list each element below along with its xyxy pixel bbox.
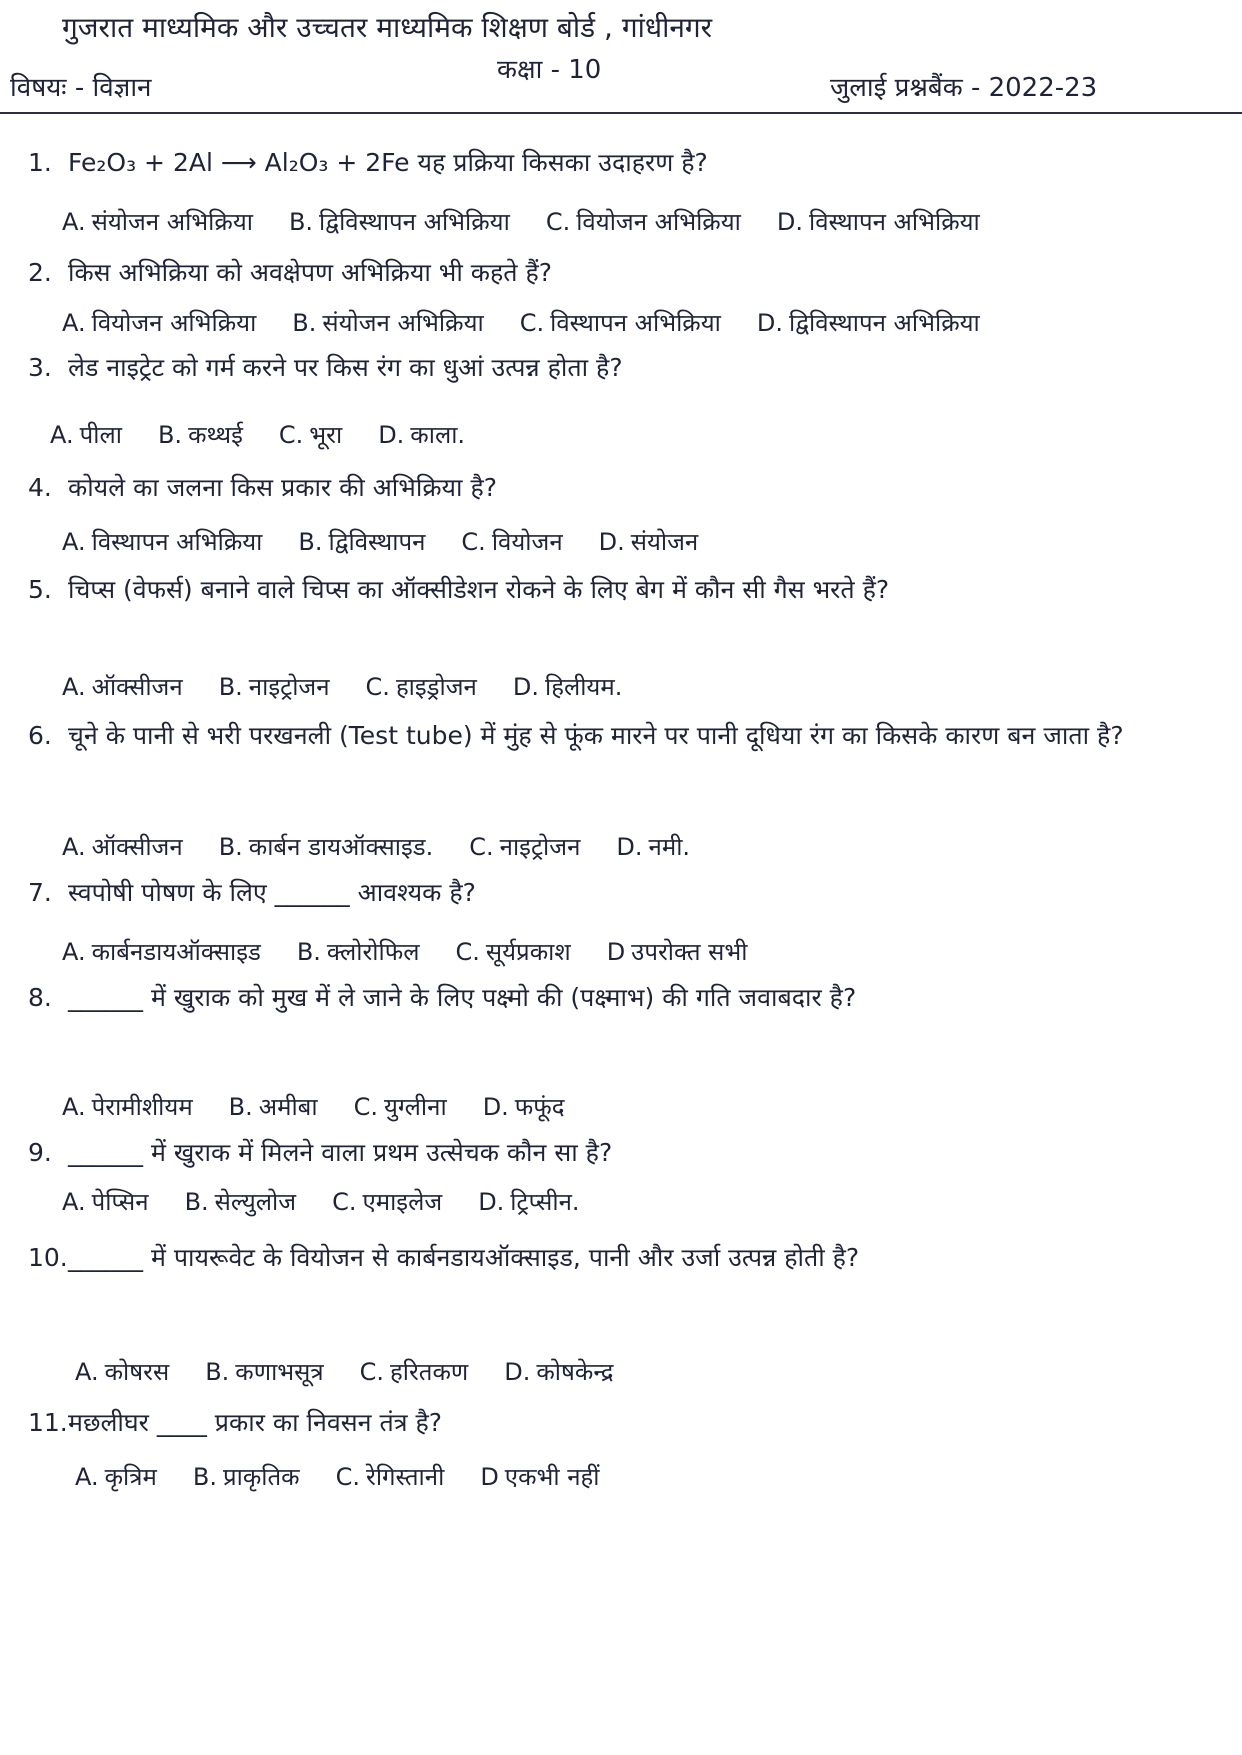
- class-label: कक्षा - 10: [497, 55, 602, 85]
- option-label: B.: [292, 309, 317, 337]
- subject-label: विषयः - विज्ञान: [10, 73, 152, 103]
- option-text: ट्रिप्सीन.: [510, 1188, 580, 1216]
- option-item: [205, 1355, 323, 1389]
- option-item: [62, 670, 183, 704]
- option-item: [62, 1185, 149, 1219]
- question-number: 11.: [28, 1408, 68, 1437]
- question-6: [28, 718, 1223, 754]
- question-number: 2.: [28, 258, 52, 287]
- option-label: C.: [353, 1093, 378, 1121]
- option-text: रेगिस्तानी: [366, 1463, 445, 1491]
- question-text: Fe₂O₃ + 2Al ⟶ Al₂O₃ + 2Fe यह प्रक्रिया किसका उदाहरण है?: [68, 148, 708, 177]
- option-label: D: [606, 938, 626, 966]
- option-text: कथ्थई: [188, 421, 243, 449]
- option-label: B.: [218, 673, 243, 701]
- options-row-5: [62, 670, 658, 704]
- option-text: एकभी नहीं: [504, 1463, 600, 1491]
- option-text: नमी.: [648, 833, 691, 861]
- option-label: D.: [482, 1093, 509, 1121]
- option-text: क्लोरोफिल: [326, 938, 420, 966]
- question-4: [28, 470, 1223, 506]
- question-10: [28, 1240, 1223, 1276]
- option-item: [461, 525, 562, 559]
- question-text: किस अभिक्रिया को अवक्षेपण अभिक्रिया भी कहते हैं?: [68, 258, 552, 287]
- option-text: हिलीयम.: [544, 673, 623, 701]
- option-item: [480, 1460, 599, 1494]
- question-3: [28, 350, 1223, 386]
- option-label: C.: [365, 673, 390, 701]
- option-item: [483, 1090, 565, 1124]
- option-item: [289, 205, 510, 239]
- option-item: [279, 418, 342, 452]
- question-number: 10.: [28, 1243, 68, 1272]
- option-item: [292, 306, 483, 340]
- option-item: [62, 830, 183, 864]
- option-text: ऑक्सीजन: [91, 833, 183, 861]
- option-label: C.: [278, 421, 304, 449]
- option-text: वियोजन: [491, 528, 563, 556]
- option-label: A.: [62, 528, 86, 556]
- options-row-6: [62, 830, 726, 864]
- option-item: [599, 525, 699, 559]
- option-label: B.: [228, 1093, 253, 1121]
- options-row-9: [62, 1185, 616, 1219]
- option-item: [62, 1090, 193, 1124]
- option-text: एमाइलेज: [362, 1188, 443, 1216]
- option-label: C.: [359, 1358, 385, 1386]
- option-label: C.: [332, 1188, 357, 1216]
- option-label: D.: [616, 833, 643, 861]
- option-label: A.: [62, 1188, 86, 1216]
- option-text: विस्थापन अभिक्रिया: [809, 208, 980, 236]
- question-text: स्वपोषी पोषण के लिए ______ आवश्यक है?: [68, 878, 476, 907]
- option-item: [62, 205, 253, 239]
- option-label: A.: [50, 421, 74, 449]
- option-label: C.: [455, 938, 480, 966]
- question-9: [28, 1135, 1223, 1171]
- option-item: [546, 205, 741, 239]
- option-item: [336, 1460, 445, 1494]
- option-text: फफूंद: [514, 1093, 565, 1121]
- option-text: कार्बन डायऑक्साइड.: [248, 833, 434, 861]
- option-item: [62, 935, 261, 969]
- question-text: चिप्स (वेफर्स) बनाने वाले चिप्स का ऑक्सीडेशन रोकने के लिए बेग में कौन सी गैस भरते हैं?: [68, 575, 890, 604]
- option-label: A.: [62, 938, 86, 966]
- option-label: D.: [378, 421, 405, 449]
- question-text: ______ में पायरूवेट के वियोजन से कार्बनडायऑक्साइड, पानी और उर्जा उत्पन्न होती है?: [68, 1243, 860, 1272]
- option-item: [75, 1460, 157, 1494]
- option-item: [332, 1185, 442, 1219]
- option-text: सेल्युलोज: [214, 1188, 297, 1216]
- question-text: चूने के पानी से भरी परखनली (Test tube) में मुंह से फूंक मारने पर पानी दूधिया रंग का किसके कारण बन जाता है?: [68, 721, 1124, 750]
- options-row-3: [50, 418, 501, 452]
- option-label: D.: [512, 673, 539, 701]
- option-label: B.: [205, 1358, 230, 1386]
- option-label: A.: [75, 1358, 99, 1386]
- option-item: [513, 670, 622, 704]
- question-5: [28, 572, 1223, 608]
- option-label: A.: [62, 1093, 86, 1121]
- option-text: पीला: [79, 421, 122, 449]
- question-number: 8.: [28, 983, 52, 1012]
- option-label: A.: [62, 208, 86, 236]
- option-text: सूर्यप्रकाश: [485, 938, 571, 966]
- paper-label: जुलाई प्रश्नबैंक - 2022-23: [830, 73, 1098, 103]
- header-divider: [0, 112, 1242, 114]
- option-text: कार्बनडायऑक्साइड: [91, 938, 261, 966]
- option-item: [62, 306, 256, 340]
- option-text: काला.: [410, 421, 466, 449]
- option-label: A.: [62, 833, 86, 861]
- option-label: B.: [296, 938, 321, 966]
- option-item: [193, 1460, 300, 1494]
- option-label: A.: [62, 309, 86, 337]
- option-text: कृत्रिम: [104, 1463, 157, 1491]
- option-item: [360, 1355, 469, 1389]
- option-label: D.: [756, 309, 783, 337]
- option-item: [158, 418, 243, 452]
- option-text: वियोजन अभिक्रिया: [91, 309, 257, 337]
- question-number: 3.: [28, 353, 52, 382]
- option-label: C.: [469, 833, 494, 861]
- option-item: [219, 830, 434, 864]
- option-label: B.: [192, 1463, 217, 1491]
- option-label: C.: [335, 1463, 360, 1491]
- option-item: [75, 1355, 169, 1389]
- question-7: [28, 875, 1223, 911]
- option-text: संयोजन अभिक्रिया: [322, 309, 484, 337]
- option-item: [520, 306, 721, 340]
- option-item: [229, 1090, 318, 1124]
- question-number: 7.: [28, 878, 52, 907]
- option-label: B.: [184, 1188, 209, 1216]
- option-text: हाइड्रोजन: [395, 673, 477, 701]
- option-item: [219, 670, 330, 704]
- question-number: 1.: [28, 148, 52, 177]
- option-text: कोषरस: [104, 1358, 170, 1386]
- option-text: विस्थापन अभिक्रिया: [91, 528, 263, 556]
- option-text: द्विविस्थापन अभिक्रिया: [788, 309, 980, 337]
- option-item: [616, 830, 690, 864]
- option-text: प्राकृतिक: [222, 1463, 300, 1491]
- option-label: C.: [461, 528, 486, 556]
- options-row-7: [62, 935, 783, 969]
- options-row-4: [62, 525, 734, 559]
- option-label: B.: [288, 208, 314, 236]
- question-text: कोयले का जलना किस प्रकार की अभिक्रिया है?: [68, 473, 497, 502]
- question-8: [28, 980, 1223, 1016]
- option-label: B.: [157, 421, 183, 449]
- question-text: ______ में खुराक में मिलने वाला प्रथम उत्सेचक कौन सा है?: [68, 1138, 613, 1167]
- option-label: A.: [75, 1463, 99, 1491]
- options-row-8: [62, 1090, 601, 1124]
- option-item: [777, 205, 980, 239]
- option-text: संयोजन: [630, 528, 699, 556]
- question-11: [28, 1405, 1223, 1441]
- options-row-2: [62, 306, 1016, 340]
- question-number: 4.: [28, 473, 52, 502]
- option-text: ऑक्सीजन: [91, 673, 183, 701]
- option-item: [378, 418, 465, 452]
- option-item: [504, 1355, 613, 1389]
- question-2: [28, 255, 1223, 291]
- options-row-11: [75, 1460, 636, 1494]
- option-text: युग्लीना: [383, 1093, 447, 1121]
- question-1: [28, 145, 1223, 181]
- option-label: D.: [598, 528, 625, 556]
- option-text: हरितकण: [390, 1358, 469, 1386]
- option-item: [757, 306, 980, 340]
- option-label: C.: [519, 309, 545, 337]
- option-item: [456, 935, 571, 969]
- option-text: कणाभसूत्र: [235, 1358, 324, 1386]
- option-text: संयोजन अभिक्रिया: [91, 208, 253, 236]
- question-text: मछलीघर ____ प्रकार का निवसन तंत्र है?: [68, 1408, 443, 1437]
- question-text: लेड नाइट्रेट को गर्म करने पर किस रंग का धुआं उत्पन्न होता है?: [68, 353, 623, 382]
- option-item: [185, 1185, 297, 1219]
- option-item: [50, 418, 122, 452]
- option-text: उपरोक्त सभी: [631, 938, 748, 966]
- option-label: C.: [545, 208, 571, 236]
- board-title: गुजरात माध्यमिक और उच्चतर माध्यमिक शिक्षण बोर्ड , गांधीनगर: [62, 11, 713, 44]
- option-label: D.: [478, 1188, 505, 1216]
- question-text: ______ में खुराक को मुख में ले जाने के लिए पक्ष्मो की (पक्ष्माभ) की गति जवाबदार है?: [68, 983, 857, 1012]
- option-label: D.: [776, 208, 803, 236]
- option-label: D: [480, 1463, 499, 1491]
- option-item: [297, 935, 420, 969]
- option-text: पेप्सिन: [91, 1188, 149, 1216]
- option-item: [366, 670, 477, 704]
- question-number: 6.: [28, 721, 52, 750]
- option-text: द्विविस्थापन अभिक्रिया: [319, 208, 510, 236]
- option-item: [354, 1090, 447, 1124]
- options-row-1: [62, 205, 1016, 239]
- option-label: A.: [62, 673, 86, 701]
- question-number: 5.: [28, 575, 52, 604]
- option-item: [478, 1185, 579, 1219]
- option-text: वियोजन अभिक्रिया: [576, 208, 741, 236]
- option-item: [607, 935, 748, 969]
- option-item: [469, 830, 580, 864]
- option-text: द्विविस्थापन: [328, 528, 426, 556]
- question-number: 9.: [28, 1138, 52, 1167]
- option-item: [298, 525, 425, 559]
- options-row-10: [75, 1355, 650, 1389]
- option-text: पेरामीशीयम: [91, 1093, 193, 1121]
- option-label: B.: [298, 528, 323, 556]
- option-text: कोषकेन्द्र: [536, 1358, 614, 1386]
- option-item: [62, 525, 262, 559]
- option-text: नाइट्रोजन: [499, 833, 581, 861]
- option-text: अमीबा: [258, 1093, 318, 1121]
- option-text: भूरा: [309, 421, 343, 449]
- option-text: नाइट्रोजन: [248, 673, 330, 701]
- option-label: D.: [504, 1358, 531, 1386]
- option-text: विस्थापन अभिक्रिया: [550, 309, 721, 337]
- option-label: B.: [218, 833, 243, 861]
